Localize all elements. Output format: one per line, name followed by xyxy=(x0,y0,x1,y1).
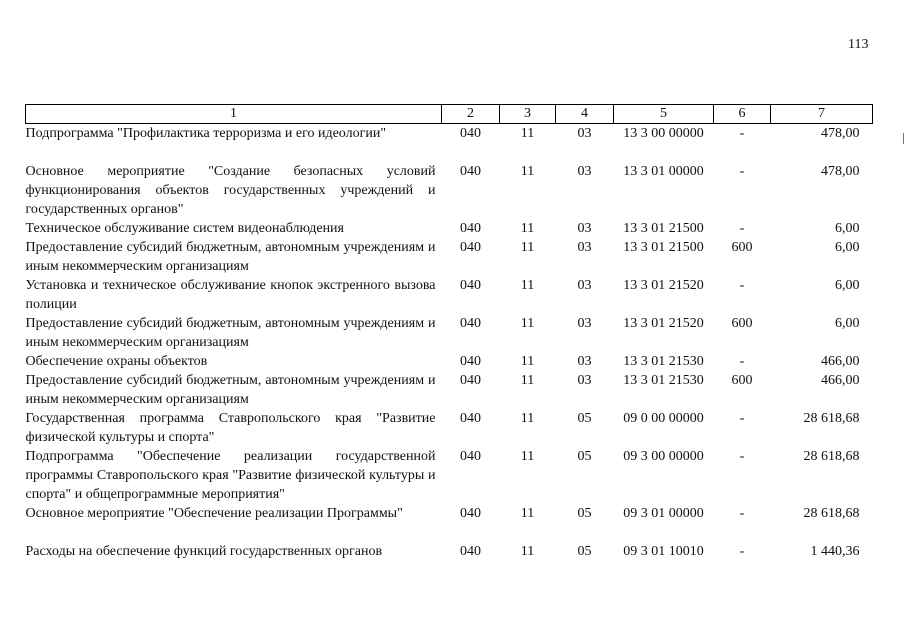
row-name-cell: Подпрограмма "Обеспечение реализации государственной программы Ставропольского края "Развитие физической культуры и спорта" и общепрограммные мероприятия" xyxy=(25,449,436,502)
row-name-cell: Техническое обслуживание систем видеонаблюдения xyxy=(25,221,344,236)
row-amount-cell: 6,00 xyxy=(835,316,860,331)
row-name-cell: Предоставление субсидий бюджетным, автономным учреждениям и иным некоммерческим организациям xyxy=(25,373,436,407)
table-row xyxy=(26,504,873,542)
column-header: 3 xyxy=(500,105,556,124)
row-subsection-cell: 03 xyxy=(577,126,592,141)
row-expense-type-cell: 600 xyxy=(731,373,753,388)
row-amount-cell: 28 618,68 xyxy=(803,506,860,521)
row-subsection-cell: 03 xyxy=(577,373,592,388)
row-subsection-cell: 03 xyxy=(577,164,592,179)
table-header xyxy=(26,105,873,124)
row-target-article-cell: 13 3 01 21520 xyxy=(623,316,704,331)
row-name-cell: Предоставление субсидий бюджетным, автономным учреждениям и иным некоммерческим организациям xyxy=(25,240,436,274)
row-ministry-code-cell: 040 xyxy=(460,411,481,426)
row-name-cell: Расходы на обеспечение функций государственных органов xyxy=(25,544,383,559)
row-expense-type-cell: - xyxy=(739,126,745,141)
row-target-article-cell: 09 3 00 00000 xyxy=(623,449,704,464)
row-amount-cell: 6,00 xyxy=(835,278,860,293)
table-row xyxy=(26,542,873,561)
column-header: 2 xyxy=(442,105,500,124)
row-ministry-code-cell: 040 xyxy=(460,164,481,179)
row-subsection-cell: 03 xyxy=(577,316,592,331)
header-row xyxy=(26,105,873,124)
table-row xyxy=(26,219,873,238)
row-section-cell: 11 xyxy=(520,126,535,141)
row-section-cell: 11 xyxy=(520,373,535,388)
table-row xyxy=(26,409,873,447)
row-amount-cell: 478,00 xyxy=(821,126,860,141)
row-expense-type-cell: - xyxy=(739,221,745,236)
row-expense-type-cell: 600 xyxy=(731,316,753,331)
row-section-cell: 11 xyxy=(520,449,535,464)
row-target-article-cell: 13 3 01 21520 xyxy=(623,278,704,293)
row-subsection-cell: 03 xyxy=(577,354,592,369)
row-ministry-code-cell: 040 xyxy=(460,449,481,464)
column-header: 1 xyxy=(26,105,442,124)
row-name-cell: Государственная программа Ставропольского края "Развитие физической культуры и спорта" xyxy=(25,411,436,445)
table-row xyxy=(26,447,873,504)
row-name-cell: Основное мероприятие "Создание безопасных условий функционирования объектов государственных учреждений и государственных органов" xyxy=(25,164,436,217)
row-section-cell: 11 xyxy=(520,411,535,426)
column-header: 5 xyxy=(614,105,714,124)
row-target-article-cell: 13 3 01 21500 xyxy=(623,221,704,236)
row-name-cell: Подпрограмма "Профилактика терроризма и его идеологии" xyxy=(25,126,387,141)
row-amount-cell: 466,00 xyxy=(821,373,860,388)
row-ministry-code-cell: 040 xyxy=(460,240,481,255)
row-amount-cell: 466,00 xyxy=(821,354,860,369)
row-amount-cell: 6,00 xyxy=(835,240,860,255)
row-subsection-cell: 05 xyxy=(577,544,592,559)
row-expense-type-cell: - xyxy=(739,544,745,559)
row-ministry-code-cell: 040 xyxy=(460,544,481,559)
row-name-cell: Обеспечение охраны объектов xyxy=(25,354,208,369)
row-section-cell: 11 xyxy=(520,354,535,369)
row-target-article-cell: 09 3 01 00000 xyxy=(623,506,704,521)
row-section-cell: 11 xyxy=(520,544,535,559)
row-amount-cell: 1 440,36 xyxy=(810,544,860,559)
row-amount-cell: 478,00 xyxy=(821,164,860,179)
row-amount-cell: 28 618,68 xyxy=(803,411,860,426)
table-row xyxy=(26,124,873,163)
row-name-cell: Установка и техническое обслуживание кнопок экстренного вызова полиции xyxy=(25,278,436,312)
budget-table-container xyxy=(25,104,872,561)
row-target-article-cell: 13 3 01 21500 xyxy=(623,240,704,255)
row-expense-type-cell: - xyxy=(739,411,745,426)
column-header: 7 xyxy=(771,105,873,124)
table-row xyxy=(26,162,873,219)
row-target-article-cell: 13 3 01 21530 xyxy=(623,373,704,388)
row-target-article-cell: 13 3 01 00000 xyxy=(623,164,704,179)
row-subsection-cell: 05 xyxy=(577,506,592,521)
row-expense-type-cell: - xyxy=(739,506,745,521)
row-expense-type-cell: - xyxy=(739,449,745,464)
row-section-cell: 11 xyxy=(520,221,535,236)
row-target-article-cell: 09 3 01 10010 xyxy=(623,544,704,559)
row-subsection-cell: 05 xyxy=(577,449,592,464)
row-expense-type-cell: - xyxy=(739,354,745,369)
row-ministry-code-cell: 040 xyxy=(460,316,481,331)
row-section-cell: 11 xyxy=(520,164,535,179)
table-row xyxy=(26,238,873,276)
row-amount-cell: 6,00 xyxy=(835,221,860,236)
row-subsection-cell: 03 xyxy=(577,240,592,255)
row-ministry-code-cell: 040 xyxy=(460,278,481,293)
row-target-article-cell: 09 0 00 00000 xyxy=(623,411,704,426)
row-subsection-cell: 05 xyxy=(577,411,592,426)
row-subsection-cell: 03 xyxy=(577,221,592,236)
row-section-cell: 11 xyxy=(520,506,535,521)
row-expense-type-cell: - xyxy=(739,164,745,179)
row-ministry-code-cell: 040 xyxy=(460,373,481,388)
row-ministry-code-cell: 040 xyxy=(460,506,481,521)
row-amount-cell: 28 618,68 xyxy=(803,449,860,464)
table-row xyxy=(26,276,873,314)
margin-mark xyxy=(903,133,904,144)
row-target-article-cell: 13 3 01 21530 xyxy=(623,354,704,369)
row-name-cell: Предоставление субсидий бюджетным, автономным учреждениям и иным некоммерческим организациям xyxy=(25,316,436,350)
column-header: 4 xyxy=(556,105,614,124)
table-row xyxy=(26,352,873,371)
row-name-cell: Основное мероприятие "Обеспечение реализации Программы" xyxy=(25,506,403,521)
column-header: 6 xyxy=(714,105,771,124)
row-target-article-cell: 13 3 00 00000 xyxy=(623,126,704,141)
row-ministry-code-cell: 040 xyxy=(460,126,481,141)
row-expense-type-cell: 600 xyxy=(731,240,753,255)
page-number: 113 xyxy=(848,37,869,52)
row-section-cell: 11 xyxy=(520,240,535,255)
row-section-cell: 11 xyxy=(520,316,535,331)
row-section-cell: 11 xyxy=(520,278,535,293)
table-body xyxy=(26,124,873,562)
row-subsection-cell: 03 xyxy=(577,278,592,293)
table-row xyxy=(26,314,873,352)
row-ministry-code-cell: 040 xyxy=(460,221,481,236)
row-ministry-code-cell: 040 xyxy=(460,354,481,369)
row-expense-type-cell: - xyxy=(739,278,745,293)
budget-table xyxy=(25,104,873,561)
table-row xyxy=(26,371,873,409)
